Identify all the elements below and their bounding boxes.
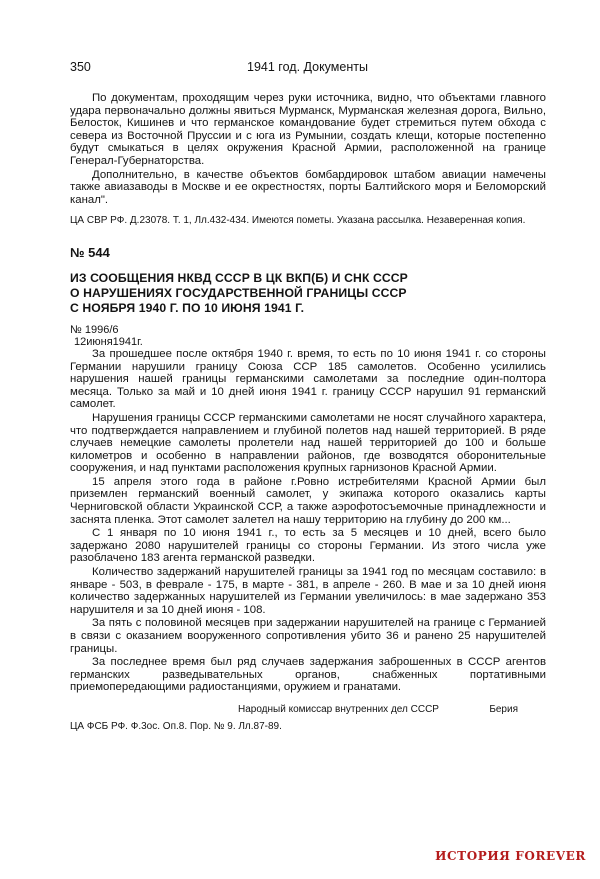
heading-line: ИЗ СООБЩЕНИЯ НКВД СССР В ЦК ВКП(Б) И СНК СССР <box>70 270 408 285</box>
watermark-logo: ИСТОРИЯ FOREVER <box>435 849 586 863</box>
signature-name: Берия <box>489 703 518 715</box>
continued-paragraph: По документам, проходящим через руки источника, видно, что объектами главного удара первоначально должны явиться Мурманск, Мурманская железная дорога, Вильно, Белосток, Кишинев и что германское командование будет стремиться путем обхода с севера из Восточной Пруссии и с юга из Румынии, создать клещи, которые постепенно будут смыкаться в целях окружения Красной Армии, расположенной на границе Генерал-Губернаторства. <box>70 92 546 167</box>
signature-block <box>70 704 546 718</box>
document-number: № 544 <box>70 245 110 261</box>
signature-position: Народный комиссар внутренних дел СССР <box>238 703 439 715</box>
page-header <box>70 60 545 76</box>
running-title: 1941 год. Документы <box>247 60 368 74</box>
page-body <box>70 92 546 734</box>
heading-line: С НОЯБРЯ 1940 Г. ПО 10 ИЮНЯ 1941 Г. <box>70 300 305 315</box>
page-number: 350 <box>70 60 91 74</box>
continued-paragraph: Дополнительно, в качестве объектов бомбардировок штабом авиации намечены также авиазаводы в Москве и ее окрестностях, порты Балтийского моря и Беломорский канал". <box>70 168 546 206</box>
document-meta <box>70 324 546 348</box>
document-paragraph: Количество задержаний нарушителей границы за 1941 год по месяцам составило: в январе - 503, в феврале - 175, в марте - 381, в апреле - 260. В мае и за 10 дней июня количество задержанных нарушителей из Германии увеличилось: в мае задержано 353 нарушителя и за 10 дней июня - 108. <box>70 566 546 616</box>
document-paragraph: За прошедшее после октября 1940 г. время, то есть по 10 июня 1941 г. со стороны Германии нарушили границу Союза ССР 185 самолетов. Особенно усилились нарушения нашей границы германскими самолетами за последние один-полтора месяца. Только за май и 10 дней июня 1941 г. границу СССР нарушил 91 германский самолет. <box>70 347 546 411</box>
reference-number: № 1996/6 <box>70 323 119 336</box>
document-heading <box>70 271 546 316</box>
document-paragraph: За последнее время был ряд случаев задержания заброшенных в СССР агентов германских разведывательных органов, снабженных портативными приемопередающими радиостанциями, оружием и гранатами. <box>70 656 546 694</box>
document-paragraph: За пять с половиной месяцев при задержании нарушителей на границе с Германией в связи с оказанием вооруженного сопротивления убито 36 и ранено 25 нарушителей границы. <box>70 617 546 655</box>
archive-source-note: ЦА СВР РФ. Д.23078. Т. 1, Лл.432-434. Имеются пометы. Указана рассылка. Незаверенная копия. <box>70 215 526 227</box>
archive-source-note: ЦА ФСБ РФ. Ф.3ос. Оп.8. Пор. № 9. Лл.87-89. <box>70 720 282 732</box>
document-paragraph: 15 апреля этого года в районе г.Ровно истребителями Красной Армии был приземлен германский военный самолет, у экипажа которого оказались карты Черниговской области Украинской ССР, а также аэрофотосъемочные принадлежности и заснята пленка. Этот самолет залетел на нашу территорию на глубину до 200 км... <box>70 475 546 526</box>
heading-line: О НАРУШЕНИЯХ ГОСУДАРСТВЕННОЙ ГРАНИЦЫ СССР <box>70 285 407 300</box>
document-paragraph: Нарушения границы СССР германскими самолетами не носят случайного характера, что подтверждается направлением и глубиной полетов над нашей территорией. В ряде случаев немецкие самолеты пролетели над нашей территорией до 100 и больше километров и особенно в направлении районов, где возводятся оборонительные сооружения, и над пунктами расположения крупных гарнизонов Красной Армии. <box>70 411 546 475</box>
document-paragraph: С 1 января по 10 июня 1941 г., то есть за 5 месяцев и 10 дней, всего было задержано 2080 нарушителей границы со стороны Германии. Из этого числа уже разоблачено 183 агента германской разведки. <box>70 527 546 565</box>
document-date: 12июня1941г. <box>74 335 143 348</box>
